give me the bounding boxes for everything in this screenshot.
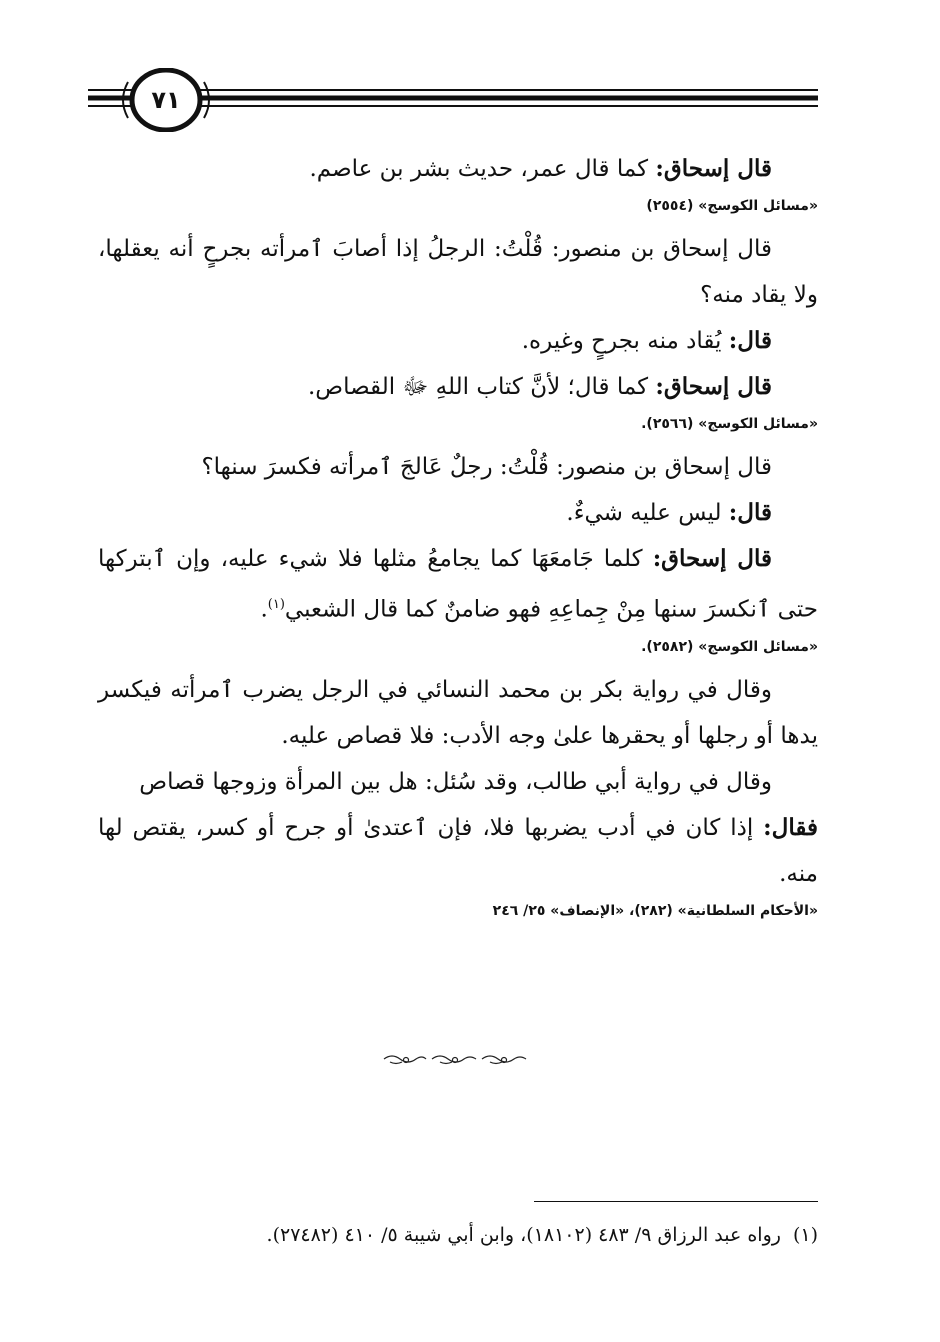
paragraph-text: وقال في رواية بكر بن محمد النسائي في الرجل يضرب ٱمرأته فيكسر يدها أو رجلها أو يحقرها علىٰ وجه الأدب: فلا قصاص عليه.	[98, 676, 818, 749]
text-paragraph	[98, 805, 818, 897]
paragraph-text: كما قال؛ لأنَّ كتاب اللهِ ﷻ القصاص.	[307, 374, 656, 400]
paragraph-text: قال إسحاق بن منصور: قُلْتُ: رجلٌ عَالجَ ٱمرأته فكسرَ سنها؟	[201, 454, 772, 480]
speaker-label: فقال:	[763, 813, 818, 841]
speaker-label: قال إسحاق:	[655, 155, 772, 182]
text-paragraph	[98, 226, 818, 318]
section-divider-ornament	[380, 1051, 530, 1067]
page-header	[88, 68, 818, 132]
source-reference: «مسائل الكوسج» (٢٥٥٤)	[646, 198, 818, 214]
footnote-number: (١)	[792, 1224, 818, 1246]
paragraph-text: وقال في رواية أبي طالب، وقد سُئل: هل بين المرأة وزوجها قصاص	[139, 768, 772, 795]
text-paragraph	[98, 318, 818, 364]
paragraph-text: إذا كان في أدب يضربها فلا، فإن ٱعتدىٰ أو جرح أو كسر، يقتص لها منه.	[98, 814, 818, 887]
paragraph-text: ليس عليه شيءٌ.	[566, 500, 729, 526]
text-paragraph	[98, 667, 818, 759]
paragraph-text: يُقاد منه بجرحٍ وغيره.	[521, 328, 729, 354]
text-paragraph	[98, 536, 818, 633]
text-paragraph	[98, 146, 818, 192]
source-reference: «مسائل الكوسج» (٢٥٦٦).	[641, 416, 818, 432]
speaker-label: قال:	[728, 499, 772, 526]
paragraph-text: كما قال عمر، حديث بشر بن عاصم.	[309, 156, 656, 182]
text-paragraph	[98, 759, 818, 805]
text-paragraph	[98, 444, 818, 490]
source-reference: «مسائل الكوسج» (٢٥٨٢).	[641, 638, 818, 655]
source-reference: «الأحكام السلطانية» (٢٨٢)، «الإنصاف» ٢٥/ ٢٤٦	[492, 902, 818, 919]
footnote	[98, 1220, 818, 1250]
paragraph-tail: .	[260, 596, 268, 623]
text-paragraph	[98, 364, 818, 410]
page-number: ٧١	[151, 86, 181, 114]
paragraph-text: قال إسحاق بن منصور: قُلْتُ: الرجلُ إذا أصابَ ٱمرأته بجرحٍ أنه يعقلها، ولا يقاد منه؟	[98, 236, 818, 308]
footnote-separator	[534, 1201, 818, 1202]
main-text	[98, 146, 818, 931]
text-paragraph	[98, 490, 818, 536]
speaker-label: قال:	[728, 327, 772, 354]
paragraph-text: كلما جَامعَهَا كما يجامعُ مثلها فلا شيء عليه، وإن ٱبتركها حتى ٱنكسرَ سنها مِنْ جِماعِهِ فهو ضامنٌ كما قال الشعبي	[98, 546, 818, 623]
speaker-label: قال إسحاق:	[652, 545, 773, 572]
footnote-marker: (١)	[267, 597, 285, 612]
speaker-label: قال إسحاق:	[655, 373, 772, 400]
footnote-text: رواه عبد الرزاق ٩/ ٤٨٣ (١٨١٠٢)، وابن أبي شيبة ٥/ ٤١٠ (٢٧٤٨٢).	[266, 1224, 781, 1246]
